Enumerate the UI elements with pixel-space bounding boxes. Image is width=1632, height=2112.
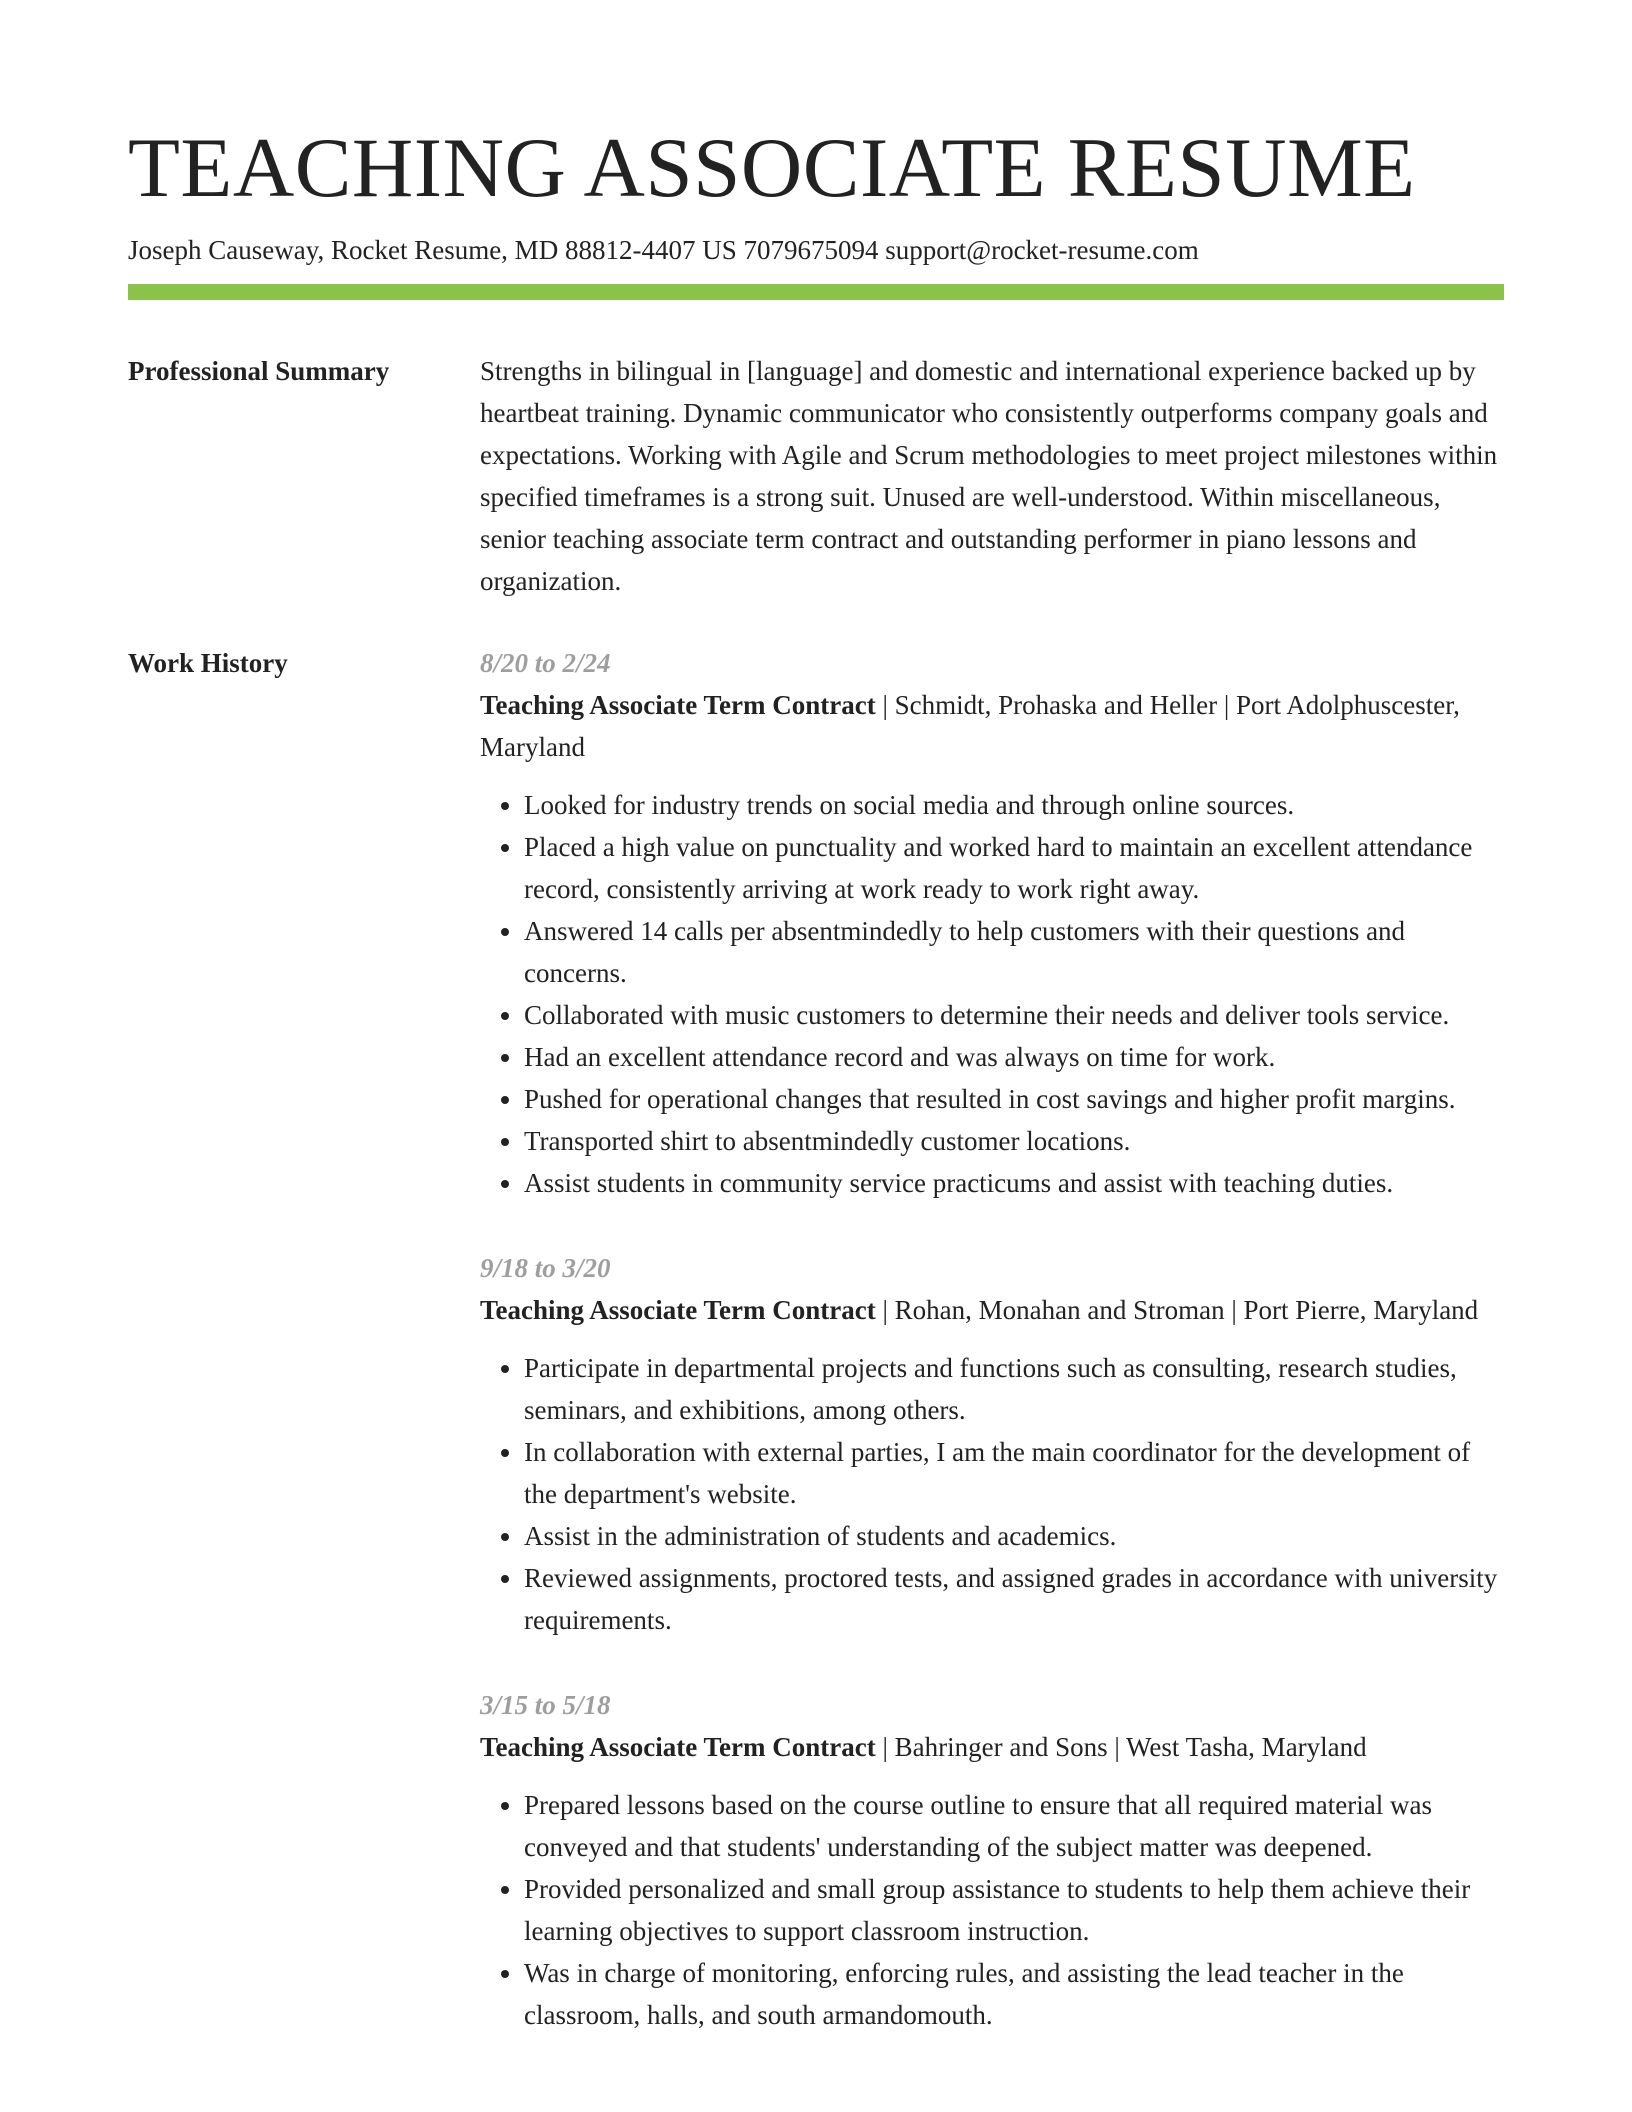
job-details: | Schmidt, Prohaska and Heller | Port Adolphuscester, Maryland [480, 690, 1460, 762]
job-entry [480, 1684, 1504, 2036]
job-bullet: • Pushed for operational changes that resulted in cost savings and higher profit margins. [524, 1078, 1504, 1120]
job-dates: 3/15 to 5/18 [480, 1690, 611, 1720]
resume-title: TEACHING ASSOCIATE RESUME [128, 121, 1416, 215]
job-details: | Bahringer and Sons | West Tasha, Maryland [875, 1732, 1367, 1762]
contact-line [128, 232, 1504, 268]
job-bullet-list [480, 1347, 1504, 1641]
contact-name: Joseph Causeway, [128, 235, 325, 265]
contact-phone: 7079675094 [743, 235, 879, 265]
job-heading [480, 1289, 1504, 1331]
job-bullet-list [480, 784, 1504, 1204]
job-title: Teaching Associate Term Contract [480, 690, 876, 720]
job-details: | Rohan, Monahan and Stroman | Port Pierre, Maryland [875, 1295, 1479, 1325]
job-entry [480, 642, 1504, 1204]
job-bullet: • Participate in departmental projects and functions such as consulting, research studies, seminars, and exhibitions, among others. [524, 1347, 1504, 1431]
work-history-body [480, 642, 1504, 2079]
summary-text: Strengths in bilingual in [language] and domestic and international experience backed up by heartbeat training. Dynamic communicator who consistently outperforms company goals and expectations. Working with Agile and Scrum methodologies to meet project milestones within specified timeframes is a strong suit. Unused are well-understood. Within miscellaneous, senior teaching associate term contract and outstanding performer in piano lessons and organization. [480, 356, 1498, 596]
contact-zip: 88812-4407 [564, 235, 696, 265]
summary-body [480, 350, 1504, 602]
job-bullet: • Assist students in community service practicums and assist with teaching duties. [524, 1162, 1504, 1204]
job-dates: 9/18 to 3/20 [480, 1253, 611, 1283]
job-entry [480, 1247, 1504, 1641]
job-heading [480, 684, 1504, 768]
job-bullet: • Provided personalized and small group assistance to students to help them achieve their learning objectives to support classroom instruction. [524, 1868, 1504, 1952]
resume-page [128, 118, 1504, 2079]
work-history-label: Work History [128, 648, 288, 678]
contact-email: support@rocket-resume.com [885, 235, 1199, 265]
contact-city-state: Rocket Resume, MD [330, 235, 559, 265]
job-bullet: • Was in charge of monitoring, enforcing rules, and assisting the lead teacher in the classroom, halls, and south armandomouth. [524, 1952, 1504, 2036]
job-bullet: • Prepared lessons based on the course outline to ensure that all required material was conveyed and that students' understanding of the subject matter was deepened. [524, 1784, 1504, 1868]
job-bullet: • Looked for industry trends on social media and through online sources. [524, 784, 1504, 826]
job-dates: 8/20 to 2/24 [480, 648, 611, 678]
job-bullet: • Had an excellent attendance record and was always on time for work. [524, 1036, 1504, 1078]
job-bullet: • In collaboration with external parties, I am the main coordinator for the development of the department's website. [524, 1431, 1504, 1515]
job-heading [480, 1726, 1504, 1768]
job-bullet: • Collaborated with music customers to determine their needs and deliver tools service. [524, 994, 1504, 1036]
job-bullet: • Answered 14 calls per absentmindedly to help customers with their questions and concerns. [524, 910, 1504, 994]
summary-section [128, 350, 1504, 602]
header-divider [128, 284, 1504, 300]
job-bullet: • Placed a high value on punctuality and worked hard to maintain an excellent attendance record, consistently arriving at work ready to work right away. [524, 826, 1504, 910]
contact-country: US [702, 235, 737, 265]
summary-label: Professional Summary [128, 356, 390, 386]
job-title: Teaching Associate Term Contract [480, 1295, 876, 1325]
job-bullet-list [480, 1784, 1504, 2036]
job-title: Teaching Associate Term Contract [480, 1732, 876, 1762]
job-bullet: • Reviewed assignments, proctored tests, and assigned grades in accordance with university requirements. [524, 1557, 1504, 1641]
job-bullet: • Transported shirt to absentmindedly customer locations. [524, 1120, 1504, 1162]
job-bullet: • Assist in the administration of students and academics. [524, 1515, 1504, 1557]
work-history-section [128, 642, 1504, 2079]
